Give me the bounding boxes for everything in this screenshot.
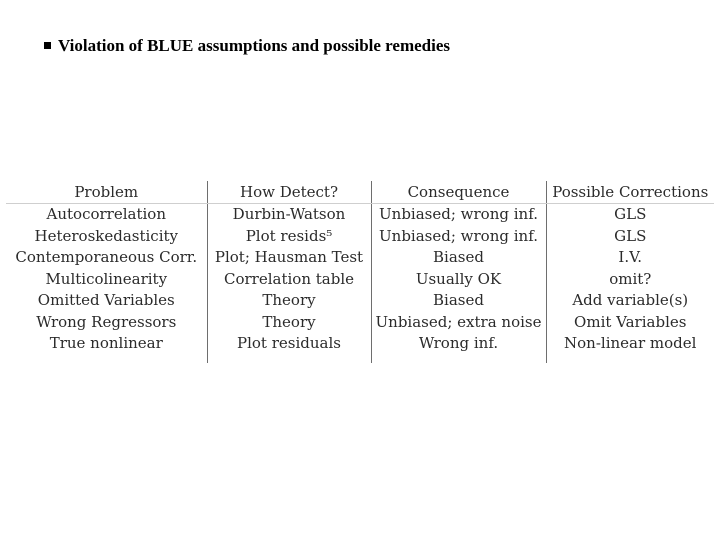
cell-correction: omit? bbox=[546, 269, 714, 291]
column-header-problem: Problem bbox=[6, 181, 207, 204]
cell-detect: Theory bbox=[207, 312, 371, 334]
cell-correction: Omit Variables bbox=[546, 312, 714, 334]
cell-problem: Omitted Variables bbox=[37, 291, 175, 309]
cell-detect: Durbin-Watson bbox=[207, 204, 371, 226]
cell-problem: Wrong Regressors bbox=[36, 312, 177, 331]
cell-consequence: Unbiased; wrong inf. bbox=[371, 204, 546, 226]
table-row bbox=[6, 247, 714, 269]
remedies-table-container bbox=[6, 181, 714, 363]
column-header-consequence: Consequence bbox=[371, 181, 546, 204]
remedies-table bbox=[6, 181, 714, 363]
table-row bbox=[6, 290, 714, 312]
cell-correction: GLS bbox=[546, 226, 714, 248]
cell-correction: GLS bbox=[546, 204, 714, 226]
column-header-how-detect: How Detect? bbox=[207, 181, 371, 204]
cell-correction: Add variable(s) bbox=[546, 290, 714, 312]
cell-detect: Plot residuals bbox=[207, 333, 371, 363]
table-row bbox=[6, 204, 714, 226]
table-header-row bbox=[6, 181, 714, 204]
cell-consequence: Usually OK bbox=[371, 269, 546, 291]
cell-consequence: Biased bbox=[371, 247, 546, 269]
cell-consequence: Unbiased; wrong inf. bbox=[371, 226, 546, 248]
cell-correction: I.V. bbox=[546, 247, 714, 269]
cell-problem: True nonlinear bbox=[49, 334, 163, 352]
cell-problem: Heteroskedasticity bbox=[34, 226, 178, 245]
table-row bbox=[6, 333, 714, 363]
cell-correction: Non-linear model bbox=[546, 333, 714, 363]
cell-problem: Autocorrelation bbox=[46, 205, 166, 223]
cell-problem: Multicolinearity bbox=[45, 269, 168, 288]
table-row bbox=[6, 312, 714, 334]
cell-detect: Plot resids⁵ bbox=[207, 226, 371, 248]
table-row bbox=[6, 226, 714, 248]
cell-consequence: Unbiased; extra noise bbox=[371, 312, 546, 334]
cell-detect: Correlation table bbox=[207, 269, 371, 291]
square-bullet-icon bbox=[44, 42, 51, 49]
cell-consequence: Wrong inf. bbox=[371, 333, 546, 363]
cell-detect: Theory bbox=[207, 290, 371, 312]
cell-detect: Plot; Hausman Test bbox=[207, 247, 371, 269]
slide-heading bbox=[44, 36, 450, 56]
column-header-possible-corrections: Possible Corrections bbox=[546, 181, 714, 204]
cell-problem: Contemporaneous Corr. bbox=[15, 248, 198, 266]
heading-text: Violation of BLUE assumptions and possible remedies bbox=[58, 36, 451, 55]
cell-consequence: Biased bbox=[371, 290, 546, 312]
table-row bbox=[6, 269, 714, 291]
